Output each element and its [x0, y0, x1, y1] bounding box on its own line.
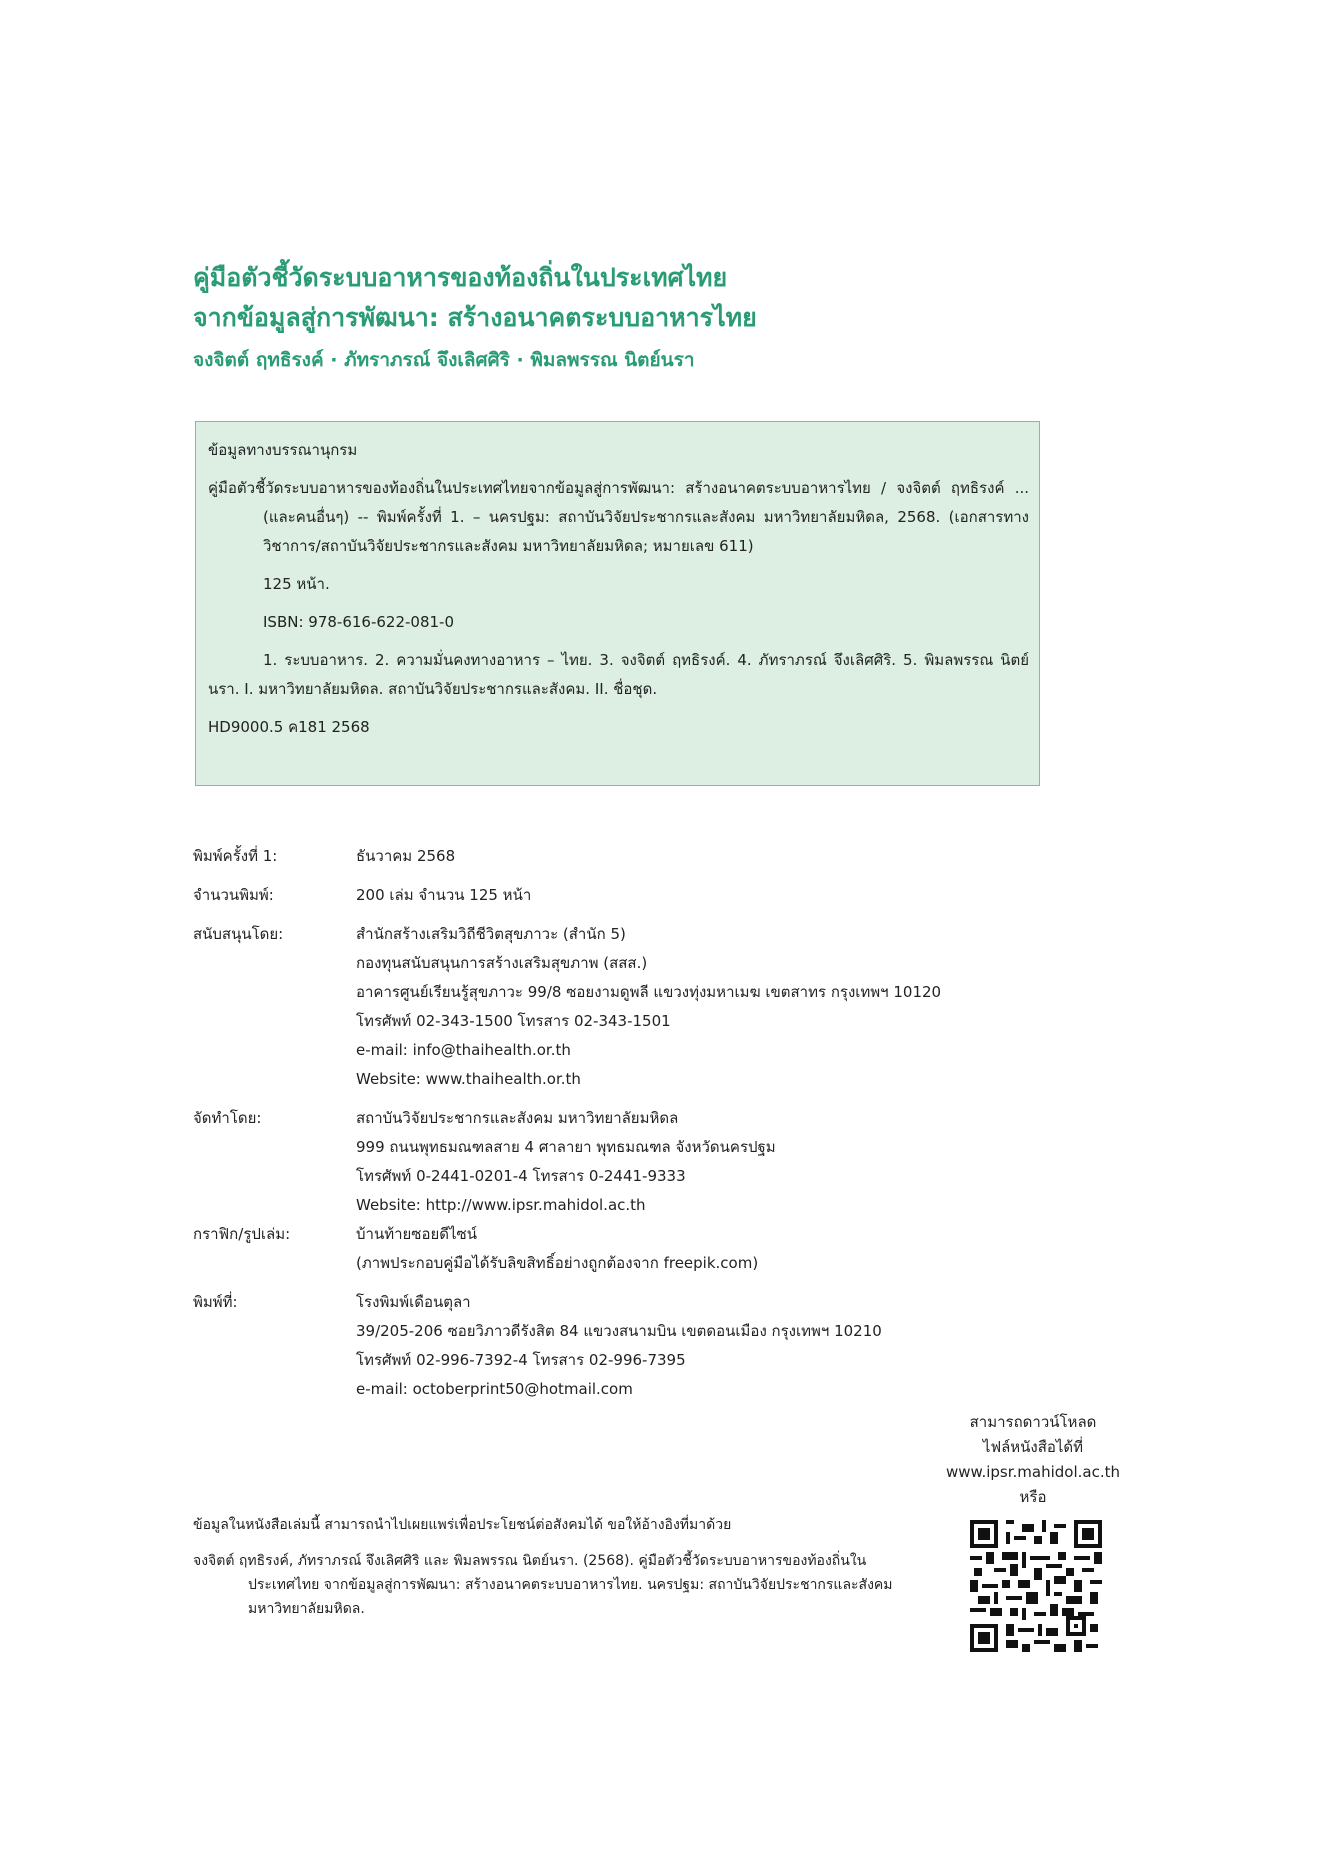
info-value: อาคารศูนย์เรียนรู้สุขภาวะ 99/8 ซอยงามดูพลี แขวงทุ่งมหาเมฆ เขตสาทร กรุงเทพฯ 10120 [356, 983, 942, 1001]
info-value: ธันวาคม 2568 [356, 847, 456, 865]
cip-entry: คู่มือตัวชี้วัดระบบอาหารของท้องถิ่นในประเทศไทยจากข้อมูลสู่การพัฒนา: สร้างอนาคตระบบอาหารไทย / จงจิตต์ ฤทธิรงค์ ... (และคนอื่นๆ) -- พิมพ์ครั้งที่ 1. – นครปฐม: สถาบันวิจัยประชากรและสังคม มหาวิทยาลัยมหิดล, 2568. (เอกสารทางวิชาการ/สถาบันวิจัยประชากรและสังคม มหาวิทยาลัยมหิดล; หมายเลข 611) [208, 479, 1029, 555]
citation: จงจิตต์ ฤทธิรงค์, ภัทราภรณ์ จึงเลิศศิริ และ พิมลพรรณ นิตย์นรา. (2568). คู่มือตัวชี้วัดระบบอาหารของท้องถิ่นในประเทศไทย จากข้อมูลสู่การพัฒนา: สร้างอนาคตระบบอาหารไทย. นครปฐม: สถาบันวิจัยประชากรและสังคม มหาวิทยาลัยมหิดล. [193, 1553, 893, 1617]
publication-info [193, 842, 1053, 1414]
info-value: สถาบันวิจัยประชากรและสังคม มหาวิทยาลัยมหิดล [356, 1109, 679, 1127]
book-title-line-1: คู่มือตัวชี้วัดระบบอาหารของท้องถิ่นในประเทศไทย [193, 263, 728, 292]
info-label: กราฟิก/รูปเล่ม: [193, 1225, 291, 1243]
cip-subjects: 1. ระบบอาหาร. 2. ความมั่นคงทางอาหาร – ไทย. 3. จงจิตต์ ฤทธิรงค์. 4. ภัทราภรณ์ จึงเลิศศิริ. 5. พิมลพรรณ นิตย์นรา. I. มหาวิทยาลัยมหิดล. สถาบันวิจัยประชากรและสังคม. II. ชื่อชุด. [208, 651, 1029, 698]
info-value: โทรศัพท์ 0-2441-0201-4 โทรสาร 0-2441-9333 [356, 1167, 686, 1185]
download-line-2: ไฟล์หนังสือได้ที่ [982, 1438, 1084, 1456]
info-value: กองทุนสนับสนุนการสร้างเสริมสุขภาพ (สสส.) [356, 954, 648, 972]
info-row-supported-by [193, 920, 1053, 1094]
info-row-graphics [193, 1220, 1053, 1278]
info-row-edition [193, 842, 1053, 871]
info-email-link[interactable]: e-mail: info@thaihealth.or.th [356, 1041, 571, 1059]
info-value: โทรศัพท์ 02-996-7392-4 โทรสาร 02-996-7395 [356, 1351, 686, 1369]
info-label: พิมพ์ที่: [193, 1293, 238, 1311]
download-or: หรือ [1019, 1488, 1047, 1506]
cataloging-in-publication-box [195, 421, 1040, 786]
authors: จงจิตต์ ฤทธิรงค์ · ภัทราภรณ์ จึงเลิศศิริ · พิมลพรรณ นิตย์นรา [193, 349, 695, 371]
info-label: พิมพ์ครั้งที่ 1: [193, 847, 278, 865]
info-value: 999 ถนนพุทธมณฑลสาย 4 ศาลายา พุทธมณฑล จังหวัดนครปฐม [356, 1138, 776, 1156]
cip-isbn: ISBN: 978-616-622-081-0 [263, 613, 454, 631]
download-line-1: สามารถดาวน์โหลด [969, 1413, 1097, 1431]
info-row-produced-by [193, 1104, 1053, 1220]
info-email-link[interactable]: e-mail: octoberprint50@hotmail.com [356, 1380, 633, 1398]
cip-heading: ข้อมูลทางบรรณานุกรม [208, 441, 358, 459]
info-value: โทรศัพท์ 02-343-1500 โทรสาร 02-343-1501 [356, 1012, 671, 1030]
info-value: บ้านท้ายซอยดีไซน์ [356, 1225, 477, 1243]
info-label: จำนวนพิมพ์: [193, 886, 274, 904]
info-row-print-run [193, 881, 1053, 910]
info-value: 200 เล่ม จำนวน 125 หน้า [356, 886, 532, 904]
cip-pages: 125 หน้า. [263, 575, 330, 593]
download-notice [918, 1410, 1148, 1510]
usage-note: ข้อมูลในหนังสือเล่มนี้ สามารถนำไปเผยแพร่เพื่อประโยชน์ต่อสังคมได้ ขอให้อ้างอิงที่มาด้วย [193, 1517, 732, 1533]
book-title-line-2: จากข้อมูลสู่การพัฒนา: สร้างอนาคตระบบอาหารไทย [193, 303, 757, 332]
info-value: โรงพิมพ์เดือนตุลา [356, 1293, 471, 1311]
footer [193, 1513, 913, 1621]
info-website-link[interactable]: Website: http://www.ipsr.mahidol.ac.th [356, 1196, 646, 1214]
info-label: จัดทำโดย: [193, 1109, 262, 1127]
download-url-link[interactable]: www.ipsr.mahidol.ac.th [946, 1463, 1120, 1481]
info-value: 39/205-206 ซอยวิภาวดีรังสิต 84 แขวงสนามบิน เขตดอนเมือง กรุงเทพฯ 10210 [356, 1322, 882, 1340]
book-title [193, 258, 1093, 338]
info-value: สำนักสร้างเสริมวิถีชีวิตสุขภาวะ (สำนัก 5) [356, 925, 626, 943]
qr-code-icon[interactable] [970, 1520, 1102, 1652]
info-value: (ภาพประกอบคู่มือได้รับลิขสิทธิ์อย่างถูกต้องจาก freepik.com) [356, 1254, 759, 1272]
info-website-link[interactable]: Website: www.thaihealth.or.th [356, 1070, 581, 1088]
info-row-printed-at [193, 1288, 1053, 1404]
info-label: สนับสนุนโดย: [193, 925, 284, 943]
cip-call-number: HD9000.5 ค181 2568 [208, 718, 370, 736]
